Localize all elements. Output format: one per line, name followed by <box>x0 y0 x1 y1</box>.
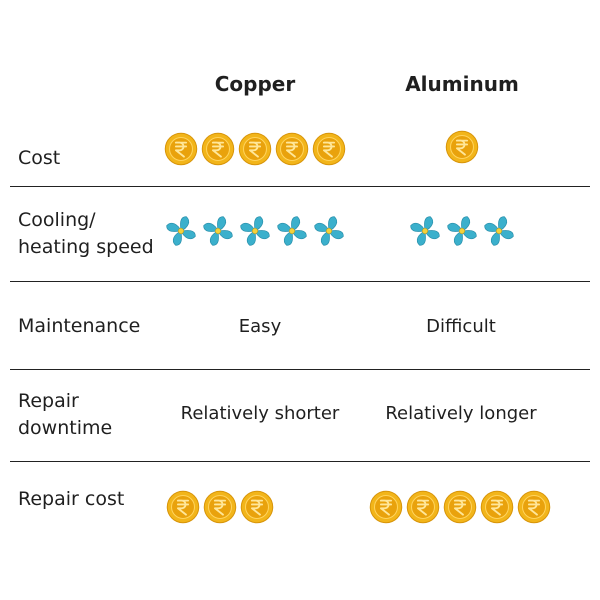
fan-icon <box>445 214 479 248</box>
repair-downtime-aluminum-value: Relatively longer <box>385 403 537 424</box>
rupee-coin-icon <box>312 132 346 166</box>
row-label-repair-downtime: Repair downtime <box>18 390 113 439</box>
column-header-copper: Copper <box>214 72 296 96</box>
row-divider <box>10 281 590 282</box>
row-divider <box>10 461 590 462</box>
rupee-coin-icon <box>166 490 200 524</box>
fan-icon <box>312 214 346 248</box>
speed-aluminum-fans <box>362 214 562 248</box>
fan-icon <box>164 214 198 248</box>
cost-aluminum-coins <box>362 130 562 164</box>
row-label-cost: Cost <box>18 147 61 169</box>
repair-downtime-copper-value: Relatively shorter <box>180 403 340 424</box>
repair-cost-copper-coins <box>120 490 320 524</box>
maintenance-aluminum-value: Difficult <box>426 316 496 337</box>
fan-icon <box>408 214 442 248</box>
row-divider <box>10 186 590 187</box>
cost-copper-coins <box>155 132 355 166</box>
row-label-cooling-heating-speed: Cooling/ heating speed <box>18 209 154 258</box>
repair-cost-aluminum-coins <box>360 490 560 524</box>
rupee-coin-icon <box>517 490 551 524</box>
maintenance-copper-value: Easy <box>238 316 282 337</box>
speed-copper-fans <box>155 214 355 248</box>
rupee-coin-icon <box>369 490 403 524</box>
fan-icon <box>238 214 272 248</box>
column-header-aluminum: Aluminum <box>405 72 519 96</box>
row-divider <box>10 369 590 370</box>
rupee-coin-icon <box>240 490 274 524</box>
rupee-coin-icon <box>201 132 235 166</box>
rupee-coin-icon <box>443 490 477 524</box>
fan-icon <box>482 214 516 248</box>
rupee-coin-icon <box>480 490 514 524</box>
rupee-coin-icon <box>275 132 309 166</box>
fan-icon <box>201 214 235 248</box>
rupee-coin-icon <box>203 490 237 524</box>
fan-icon <box>275 214 309 248</box>
rupee-coin-icon <box>164 132 198 166</box>
rupee-coin-icon <box>406 490 440 524</box>
rupee-coin-icon <box>445 130 479 164</box>
row-label-maintenance: Maintenance <box>18 315 141 337</box>
rupee-coin-icon <box>238 132 272 166</box>
row-label-repair-cost: Repair cost <box>18 488 125 510</box>
